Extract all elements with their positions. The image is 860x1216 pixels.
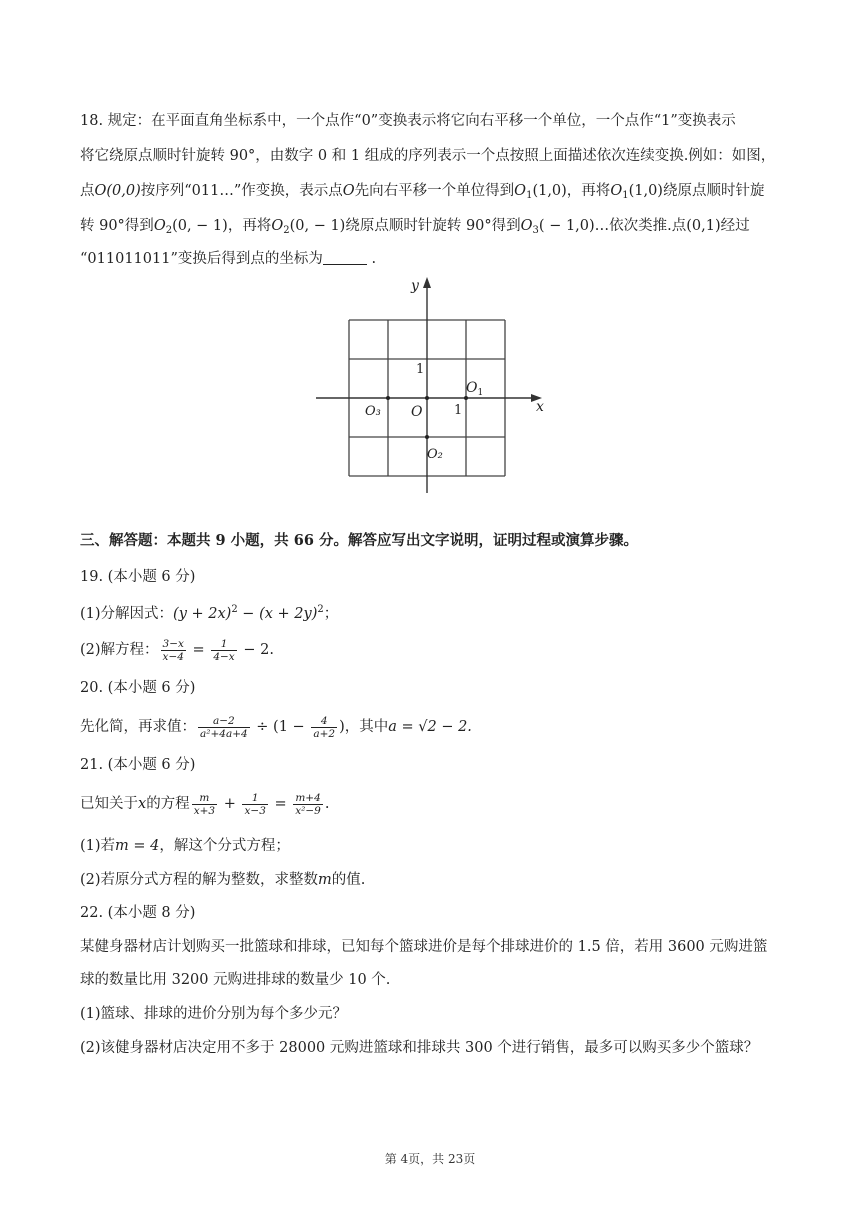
q19-part-2: (2)解方程： $\frac{3-x}{x-4}$ = $\frac{1}{4-x}$ − 2. xyxy=(80,637,274,663)
fraction: $\frac{4}{a+2}$ xyxy=(313,714,336,740)
q22-part-1: (1)篮球、排球的进价分别为每个多少元？ xyxy=(80,1006,348,1022)
origin-label: O xyxy=(411,404,423,420)
point-o2-label: O₂ xyxy=(427,447,443,462)
q22-line-1: 某健身器材店计划购买一批篮球和排球，已知每个篮球进价是每个排球进价的 1.5 倍，若用 3600 元购进篮 xyxy=(80,939,768,955)
q21-part-2: (2)若原分式方程的解为整数，求整数m的值. xyxy=(80,872,366,888)
fraction: $\frac{3-x}{x-4}$ xyxy=(162,637,184,663)
answer-blank xyxy=(323,250,367,265)
fraction: $\frac{m}{x+3}$ xyxy=(193,791,216,817)
q21-part-1: (1)若m = 4，解这个分式方程； xyxy=(80,838,290,854)
q18-line-1: 18. 规定：在平面直角坐标系中，一个点作“0”变换表示将它向右平移一个单位，一个点作“1”变换表示 xyxy=(80,113,736,129)
q18-line-3: 点O(0,0)按序列“011…”作变换，表示点O先向右平移一个单位得到$O_1(1,0)$，再将$O_1(1,0)$绕原点顺时针旋 xyxy=(80,183,765,201)
fraction: $\frac{1}{x-3}$ xyxy=(244,791,266,817)
page-footer: 第 4页，共 23页 xyxy=(384,1152,476,1166)
q21-body: 已知关于x的方程 $\frac{m}{x+3}$ + $\frac{1}{x-3}$ = $\frac{m+4}{\text{x²−9}}$ . xyxy=(80,791,330,817)
q22-part-2: (2)该健身器材店决定用不多于 28000 元购进篮球和排球共 300 个进行销售，最多可以购买多少个篮球？ xyxy=(80,1040,759,1056)
tick-y-1: 1 xyxy=(416,362,425,377)
q19-part-1: (1)分解因式：$(y + 2x)^2 - (x + 2y)^2$； xyxy=(80,604,339,622)
q20-body: 先化简，再求值： $\frac{a-2}{\text{a²+4a+4}}$ ÷ (1 − $\frac{4}{a+2}$ )，其中a = √2 − 2. xyxy=(80,714,472,740)
q20-title: 20. (本小题 6 分) xyxy=(80,680,196,696)
tick-x-1: 1 xyxy=(454,403,463,418)
fraction: $\frac{m+4}{\text{x²−9}}$ xyxy=(295,791,321,817)
axis-x-label: x xyxy=(536,399,544,415)
q18-line-4: 转 90°得到$O_2(0$, − 1)，再将$O_2(0$, − 1)绕原点顺时针旋转 90°得到$O_3$( − 1,0)…依次类推.点(0,1)经过 xyxy=(80,218,750,236)
q18-line-2: 将它绕原点顺时针旋转 90°，由数字 0 和 1 组成的序列表示一个点按照上面描述依次连续变换.例如：如图， xyxy=(80,148,776,164)
section-heading: 三、解答题：本题共 9 小题，共 66 分。解答应写出文字说明，证明过程或演算步骤。 xyxy=(80,532,638,549)
fraction: $\frac{1}{4-x}$ xyxy=(213,637,235,663)
point-o1-label: $O_1$ xyxy=(466,380,484,398)
q19-title: 19. (本小题 6 分) xyxy=(80,569,196,585)
q18-line-5: “011011011”变换后得到点的坐标为 . xyxy=(80,251,377,267)
q21-title: 21. (本小题 6 分) xyxy=(80,757,196,773)
axis-y-label: y xyxy=(411,278,419,294)
point-o3-label: O₃ xyxy=(365,404,381,419)
coordinate-grid-figure xyxy=(310,275,550,497)
q22-title: 22. (本小题 8 分) xyxy=(80,905,196,921)
fraction: $\frac{a-2}{\text{a²+4a+4}}$ xyxy=(200,714,248,740)
q22-line-2: 球的数量比用 3200 元购进排球的数量少 10 个. xyxy=(80,972,391,988)
